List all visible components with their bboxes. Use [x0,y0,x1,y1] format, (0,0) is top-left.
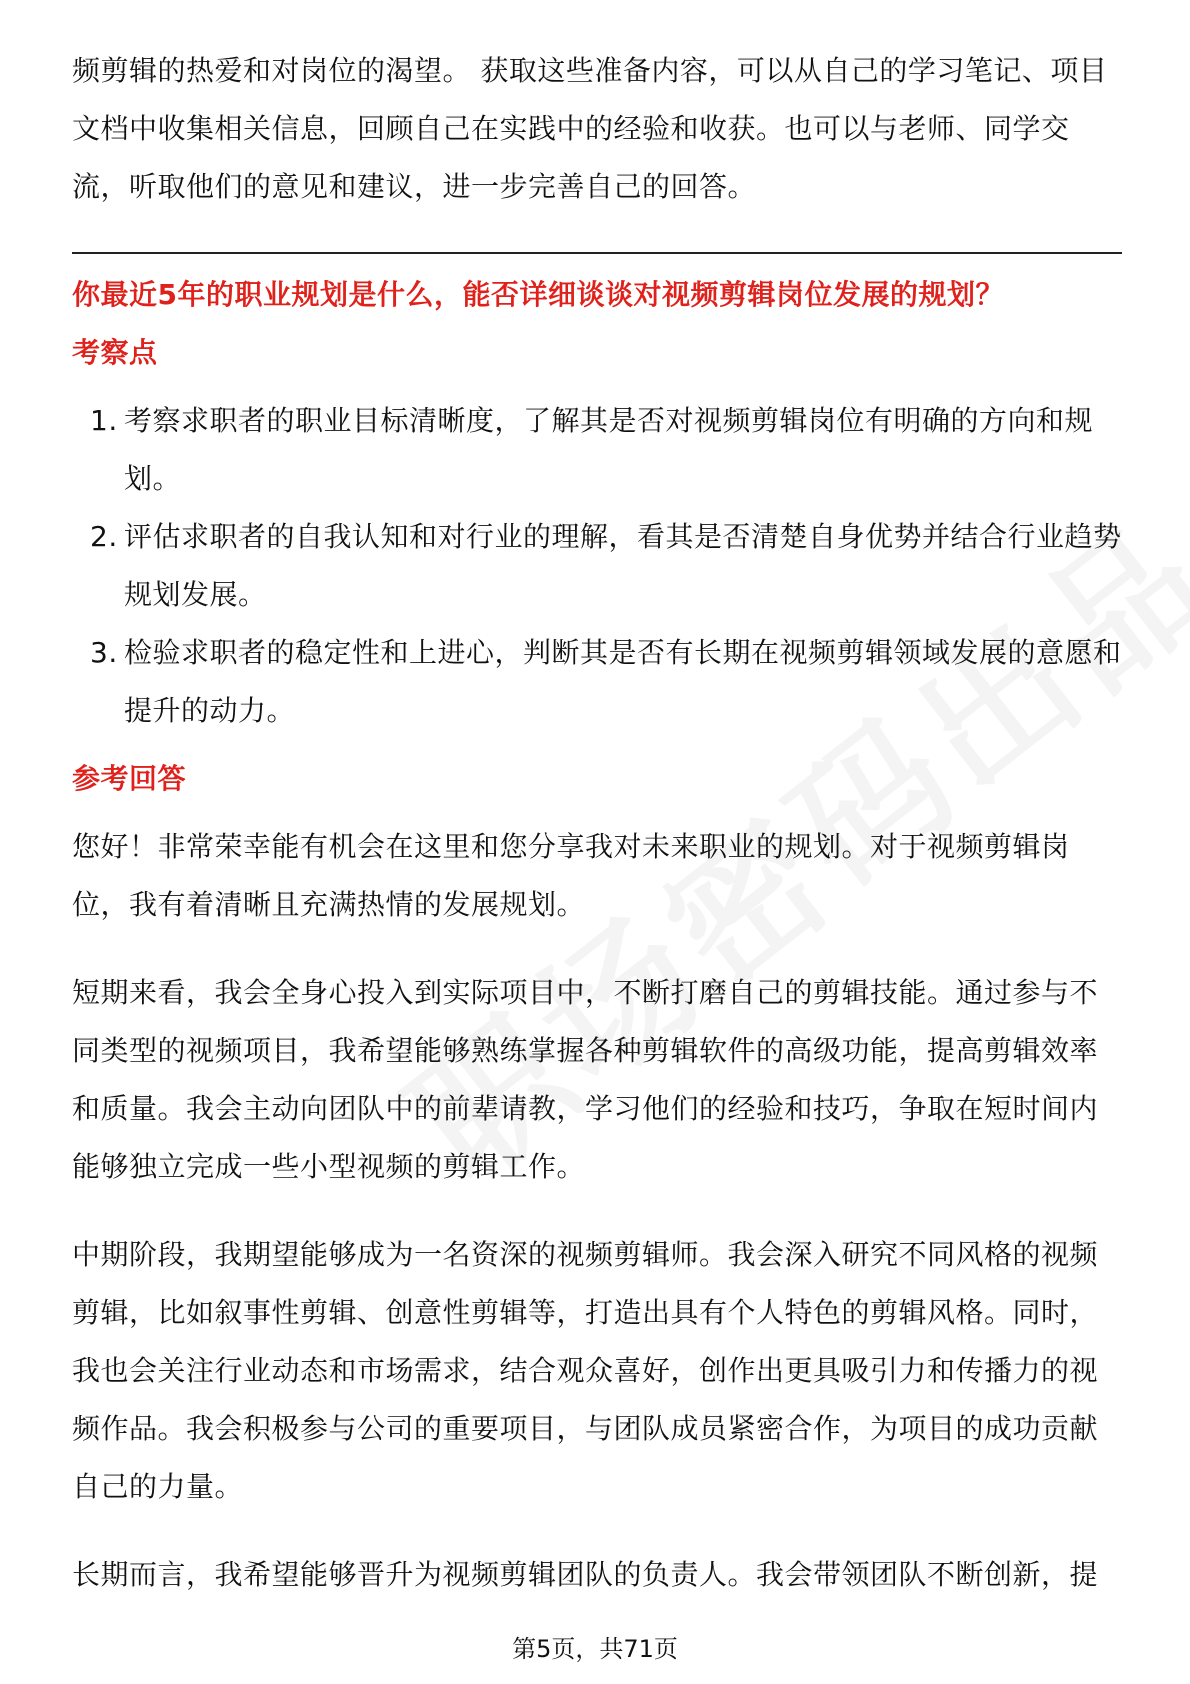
list-item-text: 考察求职者的职业目标清晰度，了解其是否对视频剪辑岗位有明确的方向和规划。 [124,404,1094,495]
list-item [72,392,1122,508]
intro-paragraph: 频剪辑的热爱和对岗位的渴望。 获取这些准备内容，可以从自己的学习笔记、项目文档中收集相关信息，回顾自己在实践中的经验和收获。也可以与老师、同学交流，听取他们的意见和建议，进一步完善自己的回答。 [72,54,1108,203]
list-item-text: 评估求职者的自我认知和对行业的理解，看其是否清楚自身优势并结合行业趋势规划发展。 [124,520,1122,611]
question-heading: 你最近5年的职业规划是什么，能否详细谈谈对视频剪辑岗位发展的规划？ [72,278,1004,311]
page-number: 第5页，共71页 [512,1635,678,1663]
list-item-number: 2. [90,520,118,553]
page-content [72,42,1122,1634]
answer-paragraph: 短期来看，我会全身心投入到实际项目中，不断打磨自己的剪辑技能。通过参与不同类型的视频项目，我希望能够熟练掌握各种剪辑软件的高级功能，提高剪辑效率和质量。我会主动向团队中的前辈请教，学习他们的经验和技巧，争取在短时间内能够独立完成一些小型视频的剪辑工作。 [72,976,1099,1183]
assessment-list [72,392,1122,740]
answer-paragraph: 中期阶段，我期望能够成为一名资深的视频剪辑师。我会深入研究不同风格的视频剪辑，比如叙事性剪辑、创意性剪辑等，打造出具有个人特色的剪辑风格。同时，我也会关注行业动态和市场需求，结合观众喜好，创作出更具吸引力和传播力的视频作品。我会积极参与公司的重要项目，与团队成员紧密合作，为项目的成功贡献自己的力量。 [72,1238,1099,1503]
list-item [72,508,1122,624]
answer-heading: 参考回答 [72,762,187,795]
answer-paragraph: 您好！非常荣幸能有机会在这里和您分享我对未来职业的规划。对于视频剪辑岗位，我有着清晰且充满热情的发展规划。 [72,830,1070,921]
assessment-heading: 考察点 [72,336,158,369]
list-item [72,624,1122,740]
answer-paragraph: 长期而言，我希望能够晋升为视频剪辑团队的负责人。我会带领团队不断创新，提 [72,1558,1099,1591]
list-item-number: 1. [90,404,118,437]
list-item-number: 3. [90,636,118,669]
section-divider [72,252,1122,254]
list-item-text: 检验求职者的稳定性和上进心，判断其是否有长期在视频剪辑领域发展的意愿和提升的动力。 [124,636,1122,727]
